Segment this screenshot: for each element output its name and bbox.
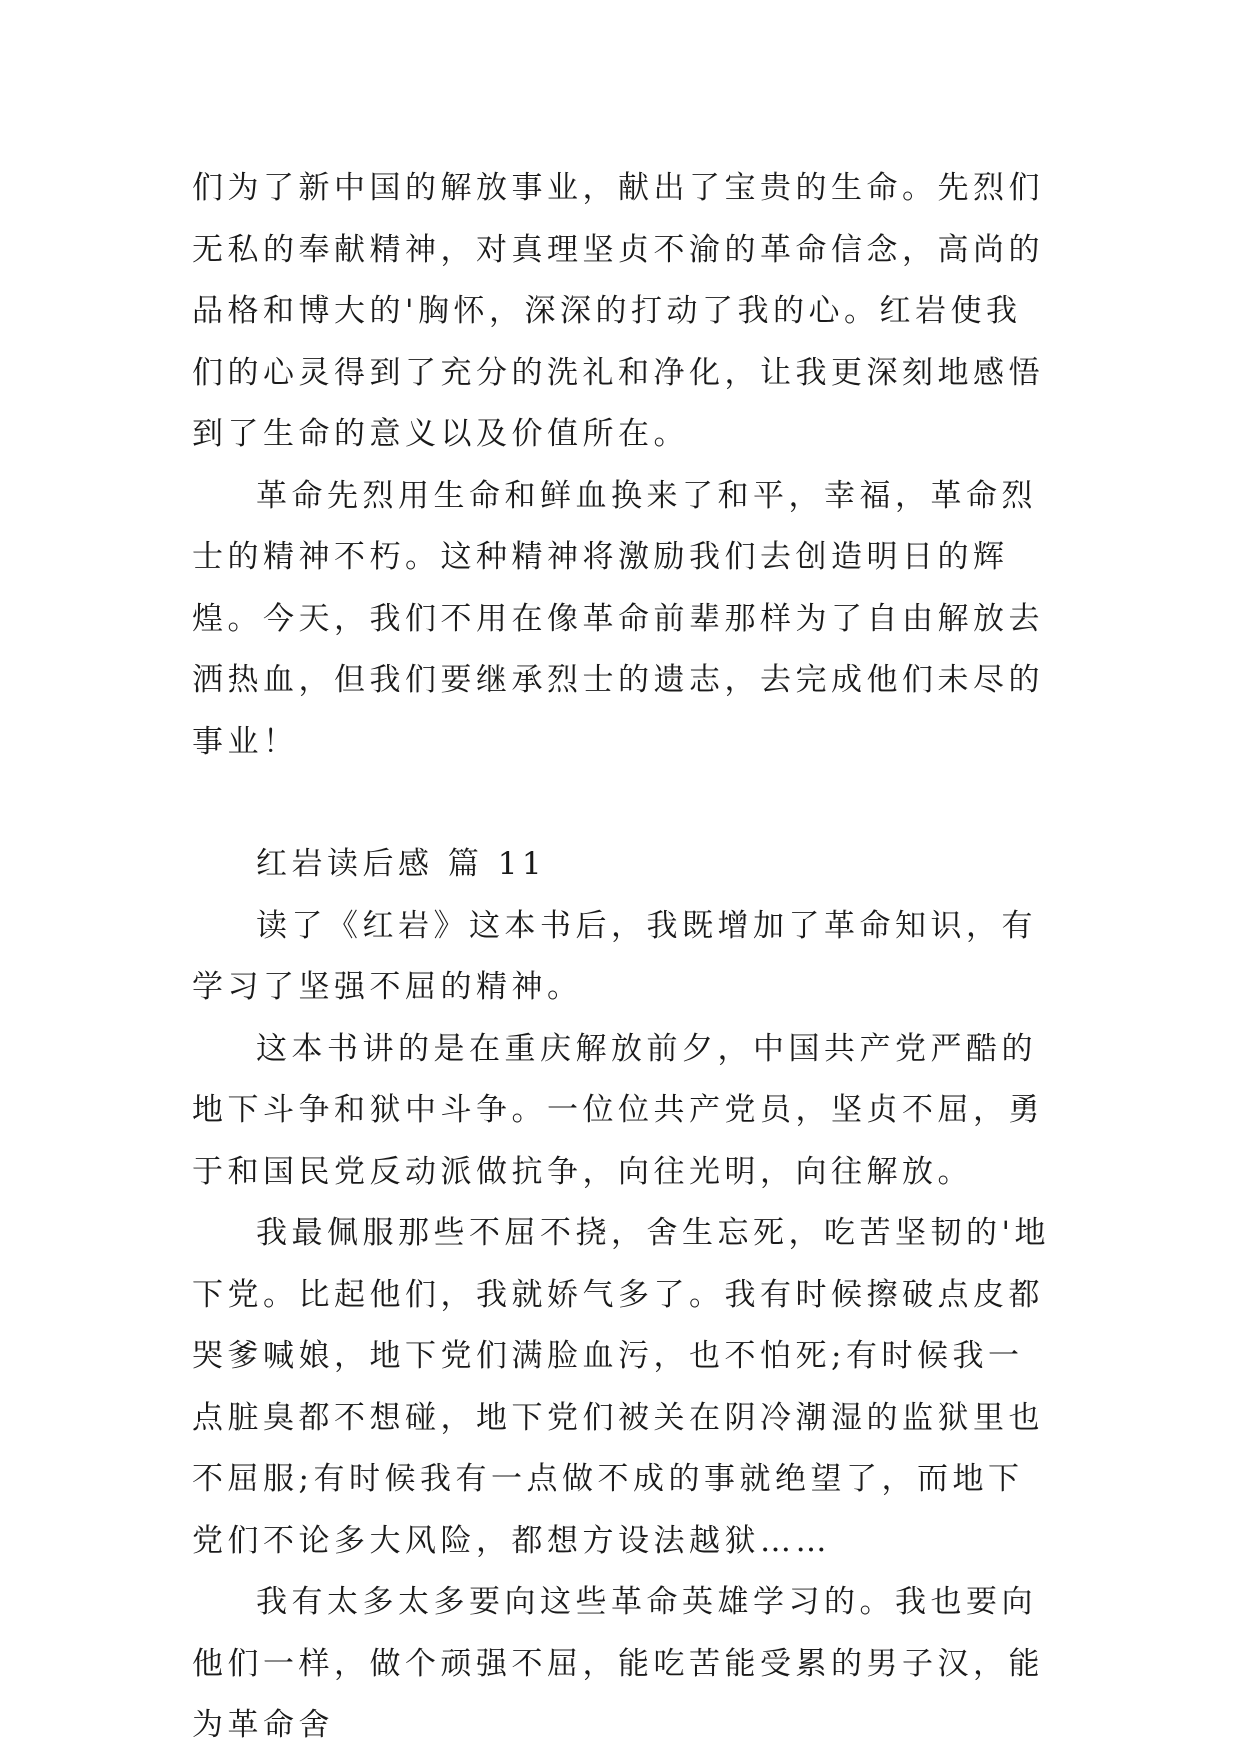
document-body	[192, 158, 1052, 1757]
paragraph: 这本书讲的是在重庆解放前夕，中国共产党严酷的地下斗争和狱中斗争。一位位共产党员，坚贞不屈，勇于和国民党反动派做抗争，向往光明，向往解放。	[192, 1030, 1044, 1190]
paragraph: 读了《红岩》这本书后，我既增加了革命知识，有学习了坚强不屈的精神。	[192, 907, 1037, 1005]
paragraph: 我最佩服那些不屈不挠，舍生忘死，吃苦坚韧的'地下党。比起他们，我就娇气多了。我有时候擦破点皮都哭爹喊娘，地下党们满脸血污，也不怕死;有时候我一点脏臭都不想碰，地下党们被关在阴冷潮湿的监狱里也不屈服;有时候我有一点做不成的事就绝望了，而地下党们不论多大风险，都想方设法越狱……	[192, 1215, 1051, 1559]
section-spacer	[192, 773, 1052, 834]
paragraph: 革命先烈用生命和鲜血换来了和平，幸福，革命烈士的精神不朽。这种精神将激励我们去创造明日的辉煌。今天，我们不用在像革命前辈那样为了自由解放去洒热血，但我们要继承烈士的遗志，去完成他们未尽的事业！	[192, 477, 1044, 760]
section-heading: 红岩读后感 篇 11	[256, 846, 547, 882]
paragraph: 我有太多太多要向这些革命英雄学习的。我也要向他们一样，做个顽强不屈，能吃苦能受累的男子汉，能为革命舍	[192, 1584, 1044, 1743]
paragraph: 们为了新中国的解放事业，献出了宝贵的生命。先烈们无私的奉献精神，对真理坚贞不渝的革命信念，高尚的品格和博大的'胸怀，深深的打动了我的心。红岩使我们的心灵得到了充分的洗礼和净化，让我更深刻地感悟到了生命的意义以及价值所在。	[192, 170, 1044, 452]
